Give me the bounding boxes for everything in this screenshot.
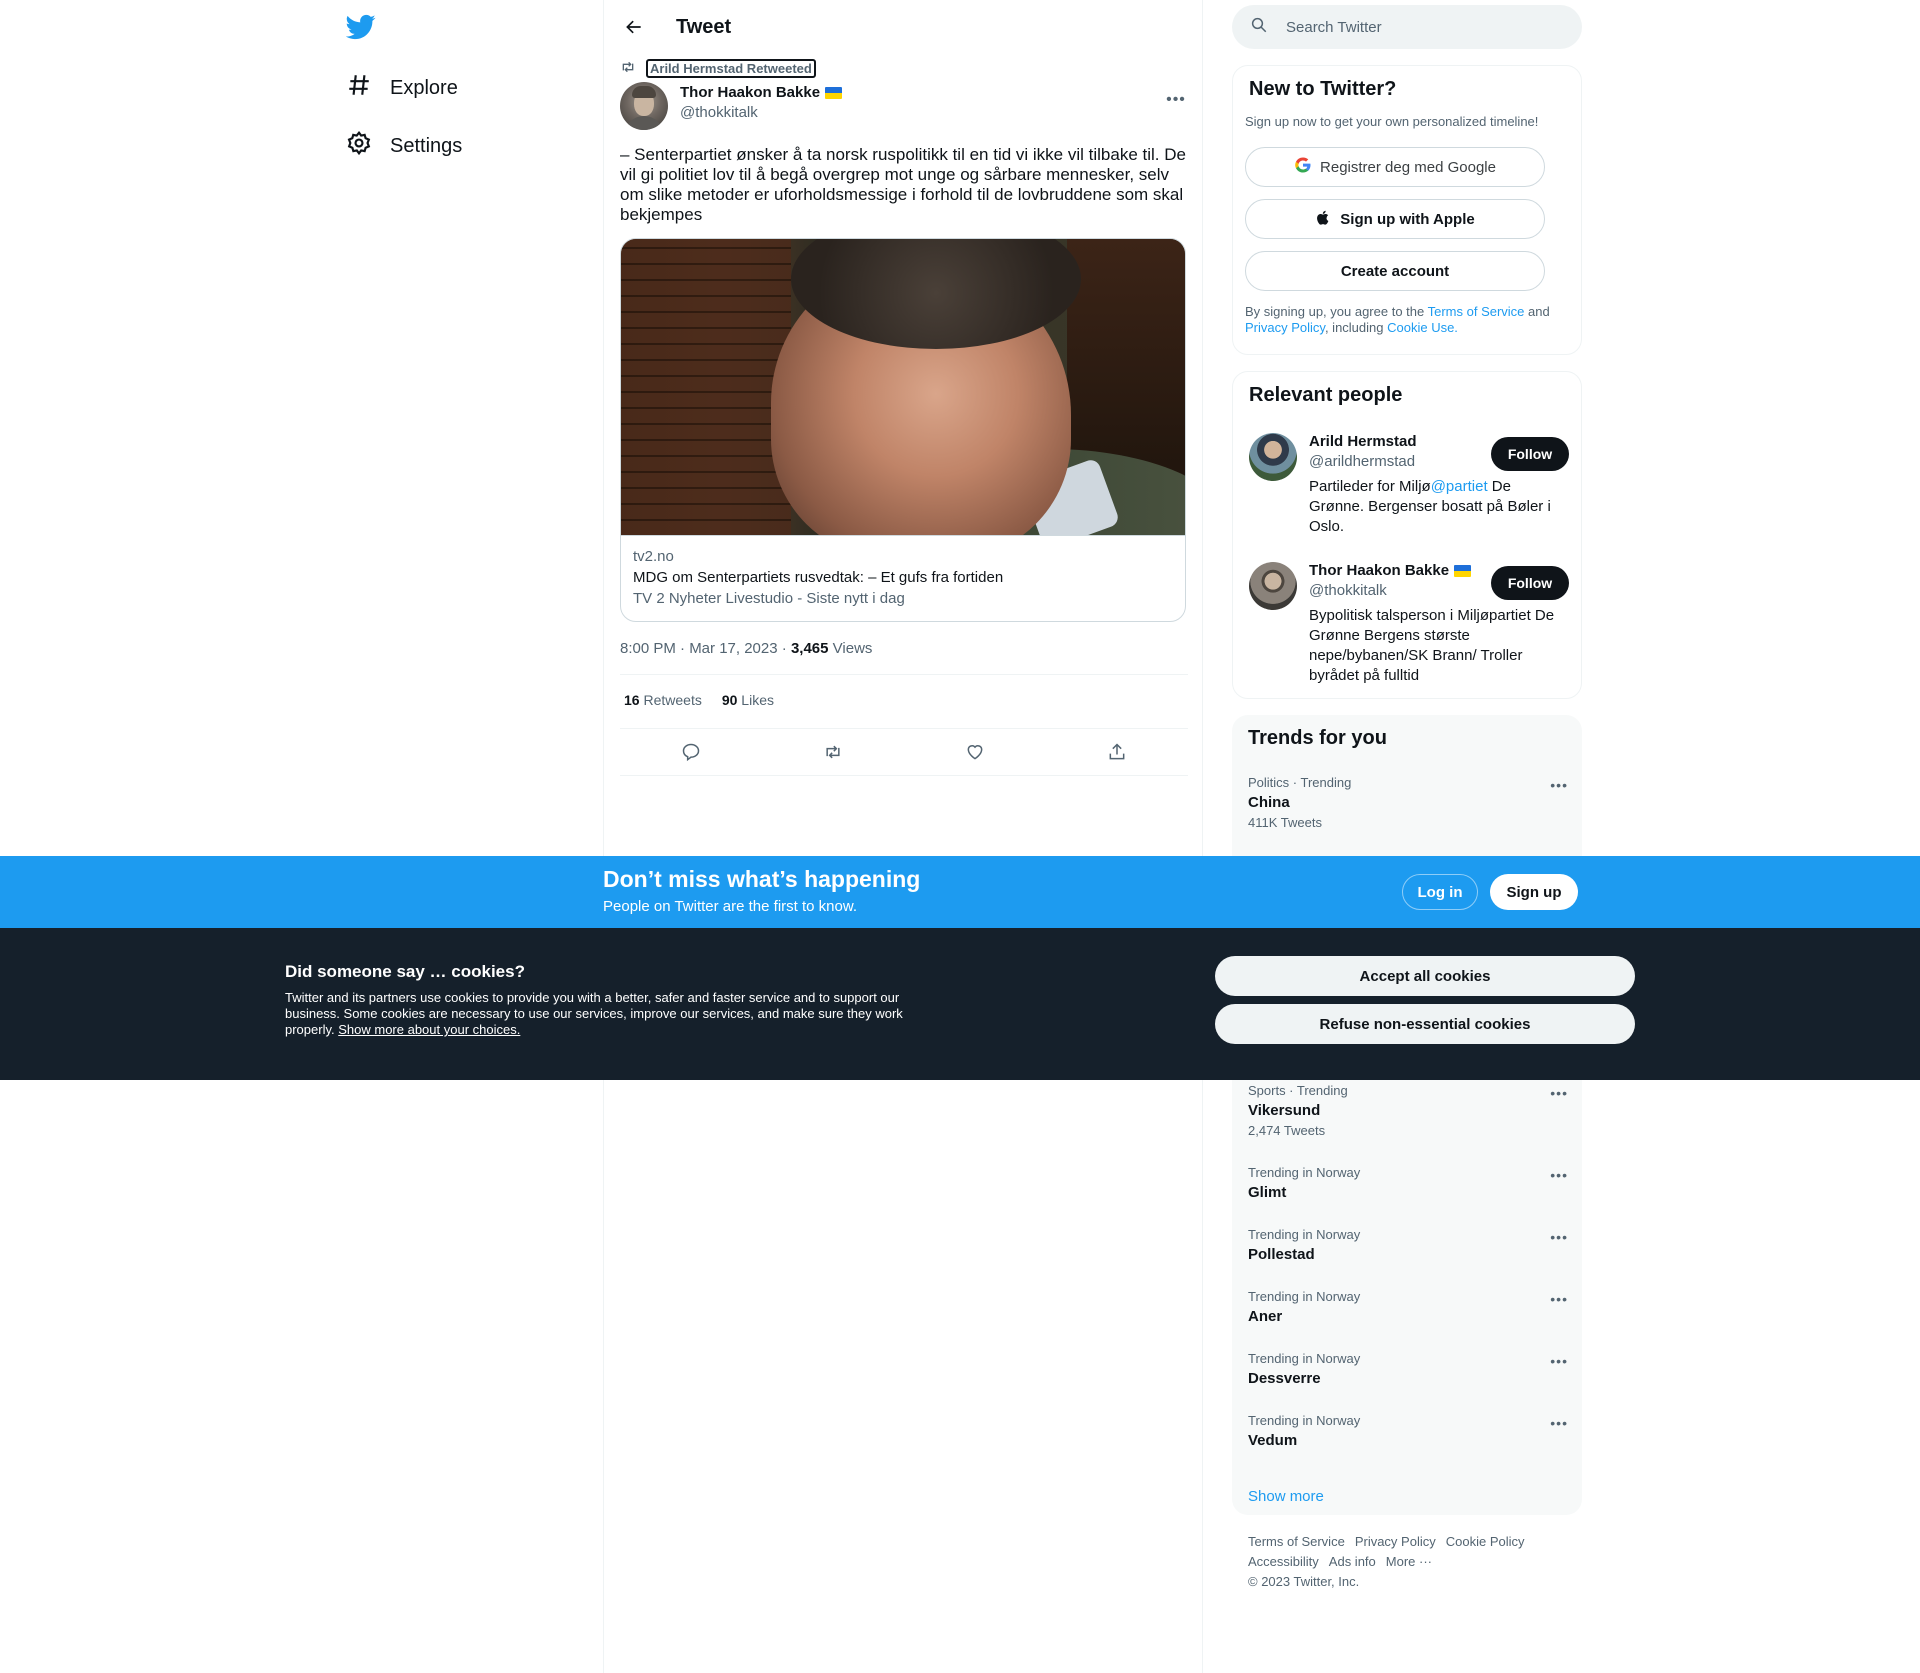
person-bio bbox=[1309, 477, 1564, 537]
signup-title: New to Twitter? bbox=[1249, 78, 1397, 100]
apple-signup-button[interactable] bbox=[1245, 199, 1545, 239]
more-icon[interactable]: ••• bbox=[1550, 1167, 1568, 1183]
author-handle[interactable]: @thokkitalk bbox=[680, 104, 758, 121]
trend-item[interactable] bbox=[1248, 1165, 1568, 1201]
card-description: TV 2 Nyheter Livestudio - Siste nytt i dag bbox=[633, 590, 905, 607]
tweet-text: – Senterpartiet ønsker å ta norsk ruspolitikk til en tid vi ikke vil tilbake til. De vil gi politiet lov til å begå overgrep mot unge og sårbare mennesker, selv om slike metoder er uforholdsmessige i forhold til de lovbruddene som skal bekjempes bbox=[620, 145, 1186, 224]
nav-item-settings[interactable] bbox=[346, 130, 462, 162]
login-prompt-title: Don’t miss what’s happening bbox=[603, 866, 921, 892]
legal-text: and bbox=[1524, 304, 1550, 319]
divider bbox=[620, 775, 1188, 776]
trends-box bbox=[1232, 715, 1582, 1515]
avatar[interactable] bbox=[1249, 562, 1297, 610]
terms-link[interactable]: Terms of Service bbox=[1427, 304, 1525, 319]
trend-item[interactable] bbox=[1248, 1351, 1568, 1387]
likes-count: 90 bbox=[721, 692, 738, 708]
trend-item[interactable] bbox=[1248, 1227, 1568, 1263]
cookie-description: Twitter and its partners use cookies to provide you with a better, safer and faster service and to support our business. Some cookies are necessary to use our services, improve our services, and make sure they work properly. bbox=[285, 990, 903, 1037]
twitter-logo-icon[interactable] bbox=[346, 12, 376, 42]
footer-link[interactable]: Cookie Policy bbox=[1445, 1534, 1525, 1549]
follow-button[interactable]: Follow bbox=[1491, 566, 1569, 600]
signup-button[interactable]: Sign up bbox=[1490, 874, 1578, 910]
trend-category: Politics · Trending bbox=[1248, 775, 1352, 790]
apple-icon bbox=[1315, 209, 1332, 230]
nav-explore-label: Explore bbox=[390, 76, 458, 99]
footer-link[interactable]: Privacy Policy bbox=[1354, 1534, 1436, 1549]
more-icon[interactable]: ••• bbox=[1550, 777, 1568, 793]
google-signup-button[interactable] bbox=[1245, 147, 1545, 187]
trend-name: Vedum bbox=[1248, 1432, 1298, 1449]
login-prompt-bar bbox=[0, 856, 1920, 928]
author-name[interactable] bbox=[680, 84, 842, 101]
hashtag-icon bbox=[346, 72, 372, 104]
legal-text: , including bbox=[1324, 320, 1388, 335]
card-domain: tv2.no bbox=[633, 548, 674, 565]
more-icon[interactable]: ••• bbox=[1550, 1085, 1568, 1101]
accept-cookies-button[interactable]: Accept all cookies bbox=[1215, 956, 1635, 996]
divider bbox=[620, 728, 1188, 729]
create-account-label: Create account bbox=[1340, 262, 1450, 280]
tweet-author bbox=[620, 82, 1188, 130]
cookie-text bbox=[285, 990, 925, 1038]
trend-category: Trending in Norway bbox=[1248, 1413, 1361, 1428]
footer-link[interactable]: Ads info bbox=[1328, 1554, 1376, 1569]
cookie-title: Did someone say … cookies? bbox=[285, 962, 525, 981]
retweets-stat[interactable] bbox=[624, 692, 702, 708]
more-icon[interactable]: ••• bbox=[1166, 91, 1186, 108]
more-icon[interactable]: ••• bbox=[1550, 1353, 1568, 1369]
trend-item[interactable] bbox=[1248, 775, 1568, 830]
login-prompt-subtitle: People on Twitter are the first to know. bbox=[603, 898, 858, 915]
relevant-people-title: Relevant people bbox=[1249, 384, 1403, 406]
retweeted-by-label[interactable]: Arild Hermstad Retweeted bbox=[646, 59, 816, 78]
nav-item-explore[interactable] bbox=[346, 72, 458, 104]
search-icon bbox=[1250, 16, 1268, 39]
more-icon[interactable]: ••• bbox=[1550, 1415, 1568, 1431]
person-name-text: Thor Haakon Bakke bbox=[1309, 562, 1450, 579]
tweet-header bbox=[620, 12, 731, 42]
google-icon bbox=[1294, 156, 1312, 178]
trends-title: Trends for you bbox=[1248, 727, 1387, 749]
signup-subtitle: Sign up now to get your own personalized timeline! bbox=[1245, 114, 1539, 129]
person-name[interactable]: Arild Hermstad bbox=[1309, 433, 1417, 450]
person-handle[interactable]: @arildhermstad bbox=[1309, 453, 1416, 470]
back-arrow-icon[interactable] bbox=[620, 13, 648, 41]
like-icon[interactable] bbox=[958, 735, 992, 769]
tweet-actions bbox=[620, 736, 1188, 768]
trend-name: Dessverre bbox=[1248, 1370, 1321, 1387]
trend-category: Trending in Norway bbox=[1248, 1289, 1361, 1304]
bio-mention-link[interactable]: @partiet bbox=[1430, 478, 1488, 495]
cookie-use-link[interactable]: Cookie Use. bbox=[1387, 320, 1458, 335]
views-label: Views bbox=[832, 640, 873, 657]
login-button[interactable]: Log in bbox=[1402, 874, 1478, 910]
tweet-stats bbox=[624, 692, 774, 708]
trend-category: Sports · Trending bbox=[1248, 1083, 1348, 1098]
person-bio: Bypolitisk talsperson i Miljøpartiet De Grønne Bergens største nepe/bybanen/SK Brann/ Troller byrådet på fulltid bbox=[1309, 607, 1555, 684]
card-title: MDG om Senterpartiets rusvedtak: – Et gufs fra fortiden bbox=[633, 569, 1004, 586]
search-bar[interactable] bbox=[1232, 5, 1582, 49]
tweet-timestamp[interactable]: 8:00 PM · Mar 17, 2023 bbox=[620, 640, 778, 657]
show-more-link[interactable]: Show more bbox=[1248, 1488, 1324, 1505]
avatar[interactable] bbox=[620, 82, 668, 130]
search-input[interactable] bbox=[1286, 19, 1566, 36]
tweet-timestamp-views: 8:00 PM · Mar 17, 2023 · 3,465 Views bbox=[620, 640, 873, 657]
card-image bbox=[621, 239, 1186, 535]
footer-links bbox=[1248, 1532, 1578, 1592]
footer-link[interactable]: Accessibility bbox=[1248, 1554, 1319, 1569]
retweet-icon[interactable] bbox=[816, 735, 850, 769]
person-handle[interactable]: @thokkitalk bbox=[1309, 582, 1387, 599]
trend-name: China bbox=[1248, 794, 1290, 811]
google-signup-label: Registrer deg med Google bbox=[1320, 158, 1496, 176]
retweeted-by bbox=[620, 59, 816, 78]
share-icon[interactable] bbox=[1100, 735, 1134, 769]
person-name[interactable] bbox=[1309, 562, 1471, 579]
ukraine-flag-icon bbox=[825, 87, 842, 99]
card-meta bbox=[621, 535, 1186, 619]
ukraine-flag-icon bbox=[1454, 565, 1471, 577]
more-icon[interactable]: ••• bbox=[1550, 1229, 1568, 1245]
trend-name: Glimt bbox=[1248, 1184, 1287, 1201]
trend-item[interactable] bbox=[1248, 1413, 1568, 1449]
trend-item[interactable] bbox=[1248, 1289, 1568, 1325]
retweet-icon bbox=[620, 59, 636, 78]
nav-settings-label: Settings bbox=[390, 134, 463, 157]
divider bbox=[620, 674, 1188, 675]
refuse-cookies-button[interactable]: Refuse non-essential cookies bbox=[1215, 1004, 1635, 1044]
trend-count: 2,474 Tweets bbox=[1248, 1123, 1326, 1138]
signup-box bbox=[1232, 65, 1582, 355]
trend-category: Trending in Norway bbox=[1248, 1227, 1361, 1242]
footer-link[interactable]: More ··· bbox=[1385, 1554, 1432, 1569]
bio-text: De Grønne. Bergenser bosatt på Bøler i Oslo. bbox=[1309, 478, 1551, 535]
retweets-label: Retweets bbox=[643, 692, 702, 708]
tweet-column bbox=[603, 0, 1203, 1673]
trend-name: Aner bbox=[1248, 1308, 1283, 1325]
views-count: 3,465 bbox=[790, 640, 829, 657]
privacy-link[interactable]: Privacy Policy bbox=[1245, 320, 1325, 335]
bio-text: Partileder for Miljø bbox=[1309, 478, 1431, 495]
page-title: Tweet bbox=[676, 15, 732, 38]
likes-label: Likes bbox=[741, 692, 774, 708]
trend-category: Trending in Norway bbox=[1248, 1165, 1361, 1180]
footer-link[interactable]: Terms of Service bbox=[1248, 1534, 1345, 1549]
trend-name: Pollestad bbox=[1248, 1246, 1315, 1263]
avatar[interactable] bbox=[1249, 433, 1297, 481]
trend-name: Vikersund bbox=[1248, 1102, 1321, 1119]
trend-category: Trending in Norway bbox=[1248, 1351, 1361, 1366]
trend-count: 411K Tweets bbox=[1248, 815, 1322, 830]
cookie-banner bbox=[0, 928, 1920, 1080]
author-name-text: Thor Haakon Bakke bbox=[680, 84, 821, 101]
cookie-choices-link[interactable]: Show more about your choices. bbox=[338, 1022, 521, 1037]
signup-legal bbox=[1245, 304, 1575, 336]
link-card[interactable] bbox=[620, 238, 1186, 622]
create-account-button[interactable] bbox=[1245, 251, 1545, 291]
retweets-count: 16 bbox=[624, 692, 640, 708]
follow-button[interactable]: Follow bbox=[1491, 437, 1569, 471]
copyright: © 2023 Twitter, Inc. bbox=[1248, 1574, 1360, 1589]
apple-signup-label: Sign up with Apple bbox=[1340, 210, 1475, 228]
more-icon[interactable]: ••• bbox=[1550, 1291, 1568, 1307]
legal-text: By signing up, you agree to the bbox=[1245, 304, 1428, 319]
reply-icon[interactable] bbox=[674, 735, 708, 769]
relevant-people-box bbox=[1232, 371, 1582, 699]
likes-stat[interactable] bbox=[722, 692, 774, 708]
trend-item[interactable] bbox=[1248, 1083, 1568, 1138]
gear-icon bbox=[346, 130, 372, 162]
